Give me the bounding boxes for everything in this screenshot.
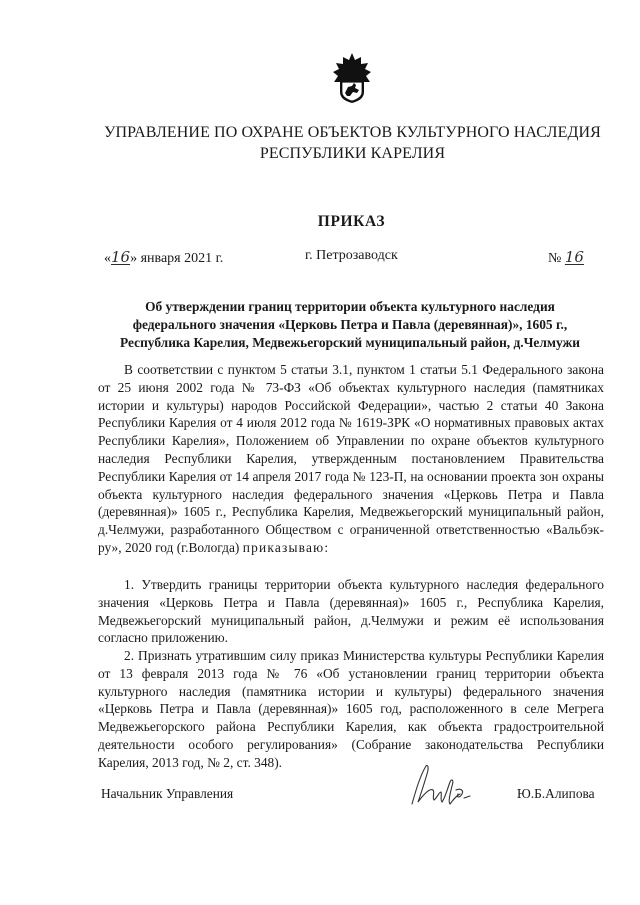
document-heading [100,298,600,352]
document-type: ПРИКАЗ [317,213,386,230]
document-date [104,248,223,267]
order-item-1: 1. Утвердить границы территории объекта культурного наследия федерального значения «Церковь Петра и Павла (деревянная)» 1605 г., Республика Карелия, Медвежьегорский муниципальный район, д.Челмужи и режим её использования согласно приложению. [98,577,604,646]
preamble-paragraph [98,361,604,557]
number-handwritten: 16 [564,248,584,266]
number-sign: № [548,251,562,266]
signature-block [0,786,640,836]
organization-line-1: УПРАВЛЕНИЕ ПО ОХРАНЕ ОБЪЕКТОВ КУЛЬТУРНОГО НАСЛЕДИЯ [104,124,601,141]
preamble-text: В соответствии с пунктом 5 статьи 3.1, пунктом 1 статьи 5.1 Федерального закона от 25 июня 2002 года № 73-ФЗ «Об объектах культурного наследия (памятниках истории и культуры) народов Российской Федерации», частью 2 статьи 40 Закона Республики Карелия от 4 июля 2012 года № 1619-ЗРК «О нормативных правовых актах Республики Карелия», Положением об Управлении по охране объектов культурного наследия Республики Карелия, утвержденным постановлением Правительства Республики Карелия от 14 апреля 2017 года № 123-П, на основании проекта зон охраны объекта культурного наследия федерального значения «Церковь Петра и Павла (деревянная)» 1605 г., Республика Карелия, Медвежьегорский муниципальный район, д.Челмужи, разработанного Обществом с ограниченной ответственностью «Вальбэк-ру», 2020 год (г.Вологда) [98,362,604,555]
document-meta-row [0,248,640,270]
organization-name [80,122,625,164]
signatory-title: Начальник Управления [101,786,234,801]
order-item-2: 2. Признать утратившим силу приказ Министерства культуры Республики Карелия от 13 февраля 2013 года № 76 «Об установлении границ территории объекта культурного наследия (памятника истории и культуры) федерального значения «Церковь Петра и Павла (деревянная)» 1605 год, расположенного в селе Мегрега Медвежьегорского района Республики Карелия, как объекта градостроительной деятельности особого регулирования» (Собрание законодательства Республики Карелия, 2013 год, № 2, ст. 348). [98,648,604,770]
document-number [548,248,584,267]
heading-line-3: Республика Карелия, Медвежьегорский муниципальный район, д.Челмужи [120,335,580,350]
heading-line-1: Об утверждении границ территории объекта культурного наследия [145,299,555,314]
organization-line-2: РЕСПУБЛИКИ КАРЕЛИЯ [259,145,446,162]
order-word: приказываю: [242,539,330,555]
handwritten-signature-icon [404,760,476,812]
date-month-year: » января 2021 г. [130,251,224,266]
date-open-quote: « [104,251,111,266]
coat-of-arms-icon [330,52,374,104]
document-city: г. Петрозаводск [305,248,398,263]
signatory-name: Ю.Б.Алипова [517,786,595,801]
date-day-handwritten: 16 [111,248,131,266]
heading-line-2: федерального значения «Церковь Петра и Павла (деревянная)», 1605 г., [132,317,568,332]
